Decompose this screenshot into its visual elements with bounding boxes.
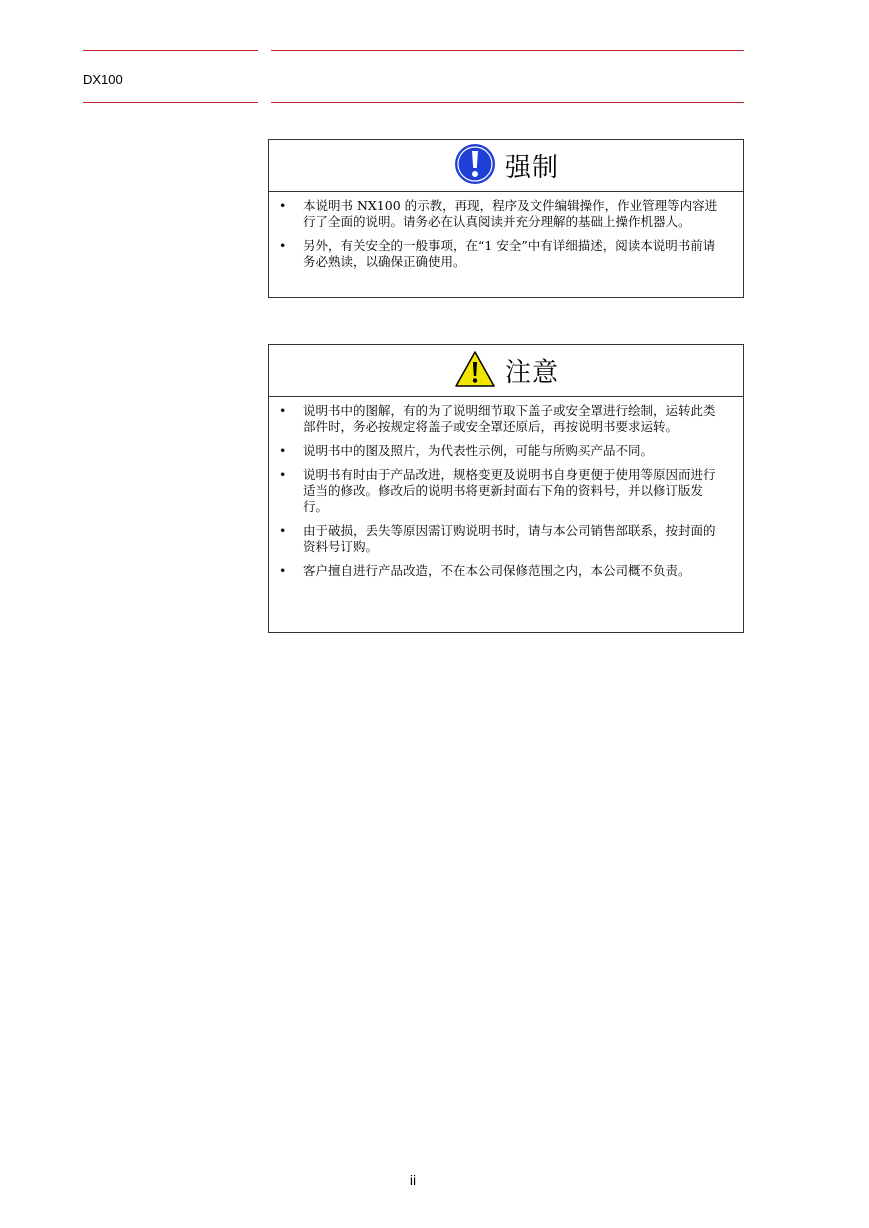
caution-list	[269, 397, 743, 591]
bullet: •	[279, 467, 287, 482]
caution-box	[268, 344, 744, 633]
mandatory-box	[268, 139, 744, 298]
list-item-text: 本说明书 NX100 的示教，再现，程序及文件编辑操作，作业管理等内容进行了全面的说明。请务必在认真阅读并充分理解的基础上操作机器人。	[303, 198, 718, 229]
header-model: DX100	[83, 72, 123, 87]
header-rule-top-left	[83, 50, 258, 51]
list-item-text: 由于破损，丢失等原因需订购说明书时，请与本公司销售部联系，按封面的资料号订购。	[303, 523, 716, 554]
warning-triangle-icon	[453, 349, 497, 393]
caution-box-header	[269, 345, 743, 397]
list-item-text: 另外，有关安全的一般事项，在“1 安全”中有详细描述，阅读本说明书前请务必熟读，以确保正确使用。	[303, 238, 716, 269]
list-item	[279, 443, 725, 459]
list-item	[279, 198, 725, 230]
list-item	[279, 563, 725, 579]
bullet: •	[279, 238, 287, 253]
mandatory-title: 强制	[504, 153, 559, 183]
mandatory-list	[269, 192, 743, 282]
bullet: •	[279, 443, 287, 458]
list-item-text: 说明书中的图及照片，为代表性示例，可能与所购买产品不同。	[303, 443, 654, 458]
list-item-text: 客户擅自进行产品改造，不在本公司保修范围之内，本公司概不负责。	[303, 563, 691, 578]
bullet: •	[279, 523, 287, 538]
header-rule-top-right	[271, 50, 744, 51]
list-item	[279, 467, 725, 515]
bullet: •	[279, 198, 287, 213]
header-rule-bottom-right	[271, 102, 744, 103]
list-item-text: 说明书中的图解，有的为了说明细节取下盖子或安全罩进行绘制，运转此类部件时，务必按规定将盖子或安全罩还原后，再按说明书要求运转。	[303, 403, 716, 434]
caution-title: 注意	[504, 358, 559, 388]
bullet: •	[279, 403, 287, 418]
list-item	[279, 403, 725, 435]
bullet: •	[279, 563, 287, 578]
page-number: ii	[409, 1172, 417, 1188]
mandatory-box-header	[269, 140, 743, 192]
list-item	[279, 523, 725, 555]
list-item-text: 说明书有时由于产品改进，规格变更及说明书自身更便于使用等原因而进行适当的修改。修改后的说明书将更新封面右下角的资料号，并以修订版发行。	[303, 467, 716, 514]
exclamation-circle-icon	[453, 142, 497, 190]
header-rule-bottom-left	[83, 102, 258, 103]
list-item	[279, 238, 725, 270]
